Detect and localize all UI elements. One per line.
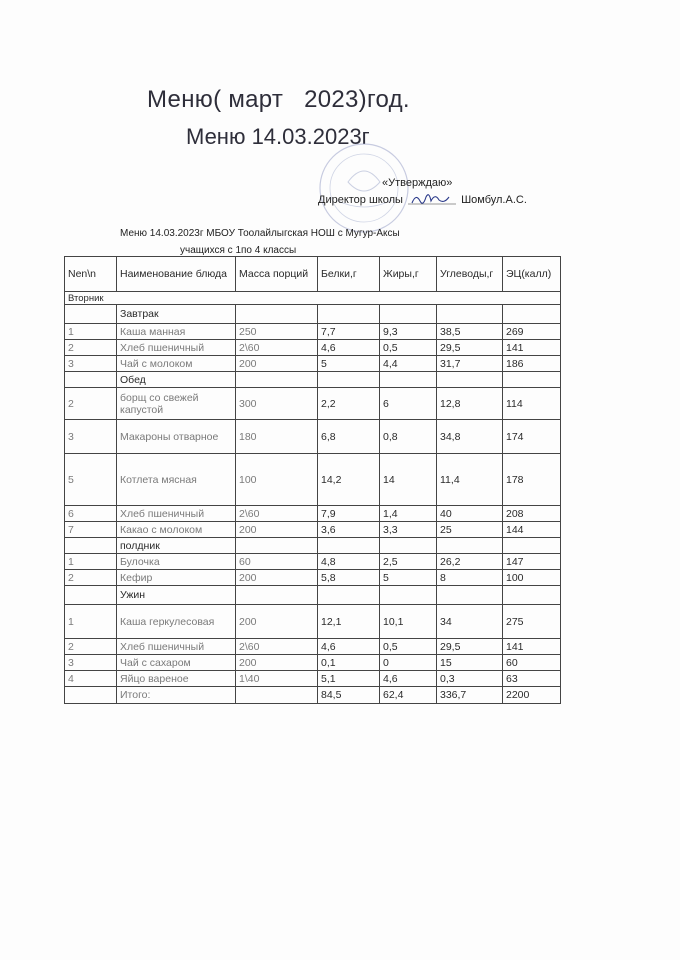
table-cell: 3,3 xyxy=(380,522,437,538)
table-header-row xyxy=(65,257,561,292)
table-cell: 3 xyxy=(65,356,117,372)
table-cell xyxy=(437,586,503,605)
table-cell xyxy=(236,586,318,605)
table-cell: 200 xyxy=(236,605,318,639)
table-cell: 7,9 xyxy=(318,506,380,522)
table-cell: Хлеб пшеничный xyxy=(117,506,236,522)
table-cell xyxy=(65,538,117,554)
table-cell: 31,7 xyxy=(437,356,503,372)
table-cell: 0,5 xyxy=(380,639,437,655)
table-cell: 300 xyxy=(236,388,318,420)
director-name: Шомбул.А.С. xyxy=(461,193,527,206)
table-row xyxy=(65,605,561,639)
column-header: Масса порций xyxy=(236,257,318,292)
table-cell: 114 xyxy=(503,388,561,420)
table-cell: Чай с молоком xyxy=(117,356,236,372)
table-cell: 2 xyxy=(65,340,117,356)
table-cell: 2\60 xyxy=(236,639,318,655)
column-header: Жиры,г xyxy=(380,257,437,292)
table-cell: 15 xyxy=(437,655,503,671)
table-cell: 5,1 xyxy=(318,671,380,687)
table-cell: Каша геркулесовая xyxy=(117,605,236,639)
table-cell: 2200 xyxy=(503,687,561,704)
column-header: ЭЦ(калл) xyxy=(503,257,561,292)
table-cell: 63 xyxy=(503,671,561,687)
director-line xyxy=(318,193,527,207)
table-cell xyxy=(503,305,561,324)
approval-label: «Утверждаю» xyxy=(382,177,453,189)
table-row xyxy=(65,340,561,356)
total-row xyxy=(65,687,561,704)
table-cell: 174 xyxy=(503,420,561,454)
section-row xyxy=(65,586,561,605)
table-cell: 0,3 xyxy=(437,671,503,687)
table-cell: 40 xyxy=(437,506,503,522)
table-cell: 200 xyxy=(236,655,318,671)
table-cell: 10,1 xyxy=(380,605,437,639)
table-row xyxy=(65,454,561,506)
table-cell xyxy=(65,372,117,388)
table-cell: 147 xyxy=(503,554,561,570)
table-cell: 29,5 xyxy=(437,340,503,356)
table-cell: 11,4 xyxy=(437,454,503,506)
table-row xyxy=(65,420,561,454)
section-label: Ужин xyxy=(117,586,236,605)
table-cell: 200 xyxy=(236,522,318,538)
table-cell: 141 xyxy=(503,340,561,356)
table-cell: 180 xyxy=(236,420,318,454)
table-row xyxy=(65,356,561,372)
table-cell: 144 xyxy=(503,522,561,538)
table-cell: Каша манная xyxy=(117,324,236,340)
table-cell: Булочка xyxy=(117,554,236,570)
column-header: Белки,г xyxy=(318,257,380,292)
table-row xyxy=(65,554,561,570)
table-cell xyxy=(380,538,437,554)
table-cell xyxy=(318,372,380,388)
column-header: Углеводы,г xyxy=(437,257,503,292)
table-cell: 1 xyxy=(65,605,117,639)
table-cell: 84,5 xyxy=(318,687,380,704)
table-cell xyxy=(437,305,503,324)
table-cell: 4 xyxy=(65,671,117,687)
table-cell: 336,7 xyxy=(437,687,503,704)
table-cell xyxy=(236,372,318,388)
table-cell: 12,8 xyxy=(437,388,503,420)
table-cell: 2\60 xyxy=(236,340,318,356)
table-cell: 9,3 xyxy=(380,324,437,340)
table-cell: 26,2 xyxy=(437,554,503,570)
table-cell xyxy=(65,687,117,704)
column-header: Наименование блюда xyxy=(117,257,236,292)
table-cell xyxy=(318,586,380,605)
table-cell: Чай с сахаром xyxy=(117,655,236,671)
section-row xyxy=(65,372,561,388)
table-row xyxy=(65,570,561,586)
table-cell: 141 xyxy=(503,639,561,655)
table-cell: Хлеб пшеничный xyxy=(117,639,236,655)
table-cell: 4,8 xyxy=(318,554,380,570)
table-cell: 7 xyxy=(65,522,117,538)
menu-subtitle: Меню 14.03.2023г МБОУ Тоолайлыгская НОШ с Мугур-Аксы xyxy=(120,228,400,239)
table-cell: 6,8 xyxy=(318,420,380,454)
table-cell: 200 xyxy=(236,356,318,372)
table-cell: 6 xyxy=(380,388,437,420)
menu-audience: учащихся с 1по 4 классы xyxy=(180,245,297,256)
table-cell: борщ со свежей капустой xyxy=(117,388,236,420)
school-stamp-icon xyxy=(296,140,436,240)
table-cell: 0,1 xyxy=(318,655,380,671)
director-label: Директор школы xyxy=(318,193,403,206)
table-cell: 100 xyxy=(236,454,318,506)
table-cell: 269 xyxy=(503,324,561,340)
table-cell: 8 xyxy=(437,570,503,586)
table-cell: 60 xyxy=(503,655,561,671)
table-row xyxy=(65,324,561,340)
table-cell xyxy=(437,372,503,388)
day-row xyxy=(65,292,561,305)
table-cell xyxy=(236,687,318,704)
table-row xyxy=(65,506,561,522)
table-cell: 60 xyxy=(236,554,318,570)
table-cell: 4,6 xyxy=(380,671,437,687)
table-cell xyxy=(503,586,561,605)
table-cell: 100 xyxy=(503,570,561,586)
table-cell: 12,1 xyxy=(318,605,380,639)
table-cell: 5 xyxy=(318,356,380,372)
table-cell xyxy=(318,305,380,324)
table-cell: 3 xyxy=(65,420,117,454)
table-cell: 186 xyxy=(503,356,561,372)
table-cell: 2,2 xyxy=(318,388,380,420)
table-cell: 1\40 xyxy=(236,671,318,687)
table-cell: 4,6 xyxy=(318,639,380,655)
table-cell: 1 xyxy=(65,324,117,340)
table-cell: 5 xyxy=(380,570,437,586)
table-cell: 34,8 xyxy=(437,420,503,454)
table-cell xyxy=(437,538,503,554)
table-cell xyxy=(380,372,437,388)
table-cell xyxy=(236,538,318,554)
table-cell: Какао с молоком xyxy=(117,522,236,538)
table-cell: 29,5 xyxy=(437,639,503,655)
table-cell: Хлеб пшеничный xyxy=(117,340,236,356)
table-cell: 200 xyxy=(236,570,318,586)
table-cell: 178 xyxy=(503,454,561,506)
table-cell xyxy=(503,372,561,388)
table-cell xyxy=(380,586,437,605)
table-cell: 7,7 xyxy=(318,324,380,340)
section-label: полдник xyxy=(117,538,236,554)
table-cell: 4,6 xyxy=(318,340,380,356)
table-cell: 62,4 xyxy=(380,687,437,704)
table-cell: 3 xyxy=(65,655,117,671)
table-row xyxy=(65,522,561,538)
table-cell: 0,8 xyxy=(380,420,437,454)
table-cell: 34 xyxy=(437,605,503,639)
table-row xyxy=(65,388,561,420)
table-cell: 208 xyxy=(503,506,561,522)
table-cell: 6 xyxy=(65,506,117,522)
table-cell: 250 xyxy=(236,324,318,340)
table-cell: Кефир xyxy=(117,570,236,586)
table-cell: 2 xyxy=(65,570,117,586)
table-cell xyxy=(236,305,318,324)
column-header: Nen\n xyxy=(65,257,117,292)
table-cell xyxy=(318,538,380,554)
table-cell: 2,5 xyxy=(380,554,437,570)
table-cell: Котлета мясная xyxy=(117,454,236,506)
table-cell xyxy=(503,538,561,554)
table-cell: 5,8 xyxy=(318,570,380,586)
table-cell: 2\60 xyxy=(236,506,318,522)
table-row xyxy=(65,655,561,671)
section-row xyxy=(65,538,561,554)
total-label: Итого: xyxy=(117,687,236,704)
table-cell: 4,4 xyxy=(380,356,437,372)
section-label: Завтрак xyxy=(117,305,236,324)
table-cell: 275 xyxy=(503,605,561,639)
table-cell: Яйцо вареное xyxy=(117,671,236,687)
table-cell xyxy=(65,586,117,605)
document-title: Меню( март 2023)год. xyxy=(147,86,410,113)
table-cell: 1 xyxy=(65,554,117,570)
table-cell xyxy=(380,305,437,324)
signature-icon xyxy=(406,193,458,207)
table-cell: 2 xyxy=(65,639,117,655)
table-cell: 14 xyxy=(380,454,437,506)
table-cell: 14,2 xyxy=(318,454,380,506)
document-date-title: Меню 14.03.2023г xyxy=(186,124,370,149)
table-cell: 25 xyxy=(437,522,503,538)
table-cell xyxy=(65,305,117,324)
table-cell: 5 xyxy=(65,454,117,506)
table-cell: 1,4 xyxy=(380,506,437,522)
table-row xyxy=(65,639,561,655)
table-row xyxy=(65,671,561,687)
table-cell: 0,5 xyxy=(380,340,437,356)
menu-table xyxy=(64,256,561,704)
table-cell: 38,5 xyxy=(437,324,503,340)
table-cell: 3,6 xyxy=(318,522,380,538)
day-label: Вторник xyxy=(65,292,561,305)
table-cell: 2 xyxy=(65,388,117,420)
table-cell: 0 xyxy=(380,655,437,671)
section-row xyxy=(65,305,561,324)
section-label: Обед xyxy=(117,372,236,388)
table-cell: Макароны отварное xyxy=(117,420,236,454)
